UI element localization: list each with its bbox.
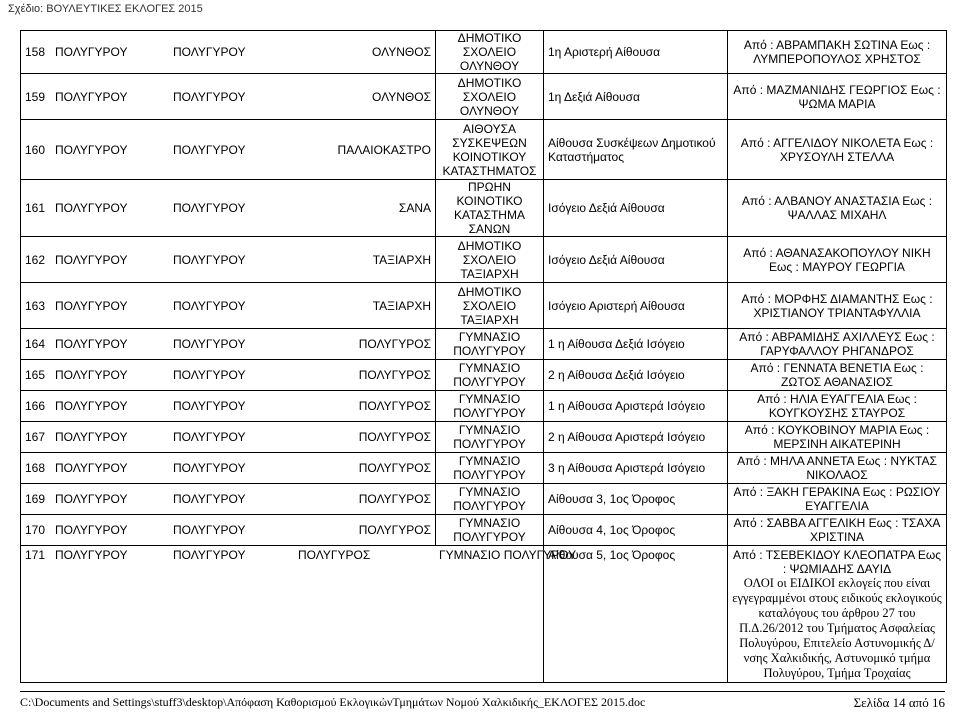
school-cell: ΓΥΜΝΑΣΙΟ ΠΟΛΥΓΥΡΟΥ [436, 360, 544, 391]
regional-unit: ΠΟΛΥΓΥΡΟΥ [55, 548, 128, 562]
station-number: 164 [25, 337, 46, 351]
voters-range: Από : ΜΑΖΜΑΝΙΔΗΣ ΓΕΩΡΓΙΟΣ Εως : ΨΩΜΑ ΜΑΡΙΑ [728, 74, 947, 120]
municipality: ΠΟΛΥΓΥΡΟΥ [173, 430, 246, 444]
locality: ΠΟΛΥΓΥΡΟΣ [298, 548, 371, 562]
station-cell [21, 237, 436, 283]
voters-range: Από : ΑΛΒΑΝΟΥ ΑΝΑΣΤΑΣΙΑ Εως : ΨΑΛΛΑΣ ΜΙΧΑΗΛ [728, 180, 947, 237]
polling-stations-table [20, 30, 947, 683]
school-name: ΓΥΜΝΑΣΙΟ ΠΟΛΥΓΥΡΟΥ [439, 548, 577, 562]
municipality: ΠΟΛΥΓΥΡΟΥ [173, 45, 246, 59]
school-cell: ΔΗΜΟΤΙΚΟ ΣΧΟΛΕΙΟ ΤΑΞΙΑΡΧΗ [436, 237, 544, 283]
station-number: 165 [25, 368, 46, 382]
municipality: ΠΟΛΥΓΥΡΟΥ [173, 368, 246, 382]
station-number: 171 [25, 548, 46, 562]
room-cell: 1 η Αίθουσα Δεξιά Ισόγειο [544, 329, 728, 360]
school-cell: ΓΥΜΝΑΣΙΟ ΠΟΛΥΓΥΡΟΥ [436, 515, 544, 546]
voters-range: Από : ΑΒΡΑΜΠΑΚΗ ΣΩΤΙΝΑ Εως : ΛΥΜΠΕΡΟΠΟΥΛΟΣ ΧΡΗΣΤΟΣ [728, 31, 947, 74]
room-cell: 1η Αριστερή Αίθουσα [544, 31, 728, 74]
table-row [21, 515, 947, 546]
voters-range: Από : ΜΗΛΑ ΑΝΝΕΤΑ Εως : ΝΥΚΤΑΣ ΝΙΚΟΛΑΟΣ [728, 453, 947, 484]
locality: ΟΛΥΝΘΟΣ [372, 89, 431, 104]
school-cell: ΓΥΜΝΑΣΙΟ ΠΟΛΥΓΥΡΟΥ [436, 329, 544, 360]
station-cell [21, 180, 436, 237]
school-cell: ΓΥΜΝΑΣΙΟ ΠΟΛΥΓΥΡΟΥ [436, 453, 544, 484]
table-row [21, 391, 947, 422]
room-cell: 2 η Αίθουσα Δεξιά Ισόγειο [544, 360, 728, 391]
station-number: 169 [25, 492, 46, 506]
municipality: ΠΟΛΥΓΥΡΟΥ [173, 548, 246, 562]
regional-unit: ΠΟΛΥΓΥΡΟΥ [55, 142, 128, 157]
regional-unit: ΠΟΛΥΓΥΡΟΥ [55, 430, 128, 444]
table-row [21, 120, 947, 180]
voters-range: Από : ΓΕΝΝΑΤΑ ΒΕΝΕΤΙΑ Εως : ΖΩΤΟΣ ΑΘΑΝΑΣΙΟΣ [728, 360, 947, 391]
municipality: ΠΟΛΥΓΥΡΟΥ [173, 252, 246, 267]
table-row [21, 484, 947, 515]
voters-range: Από : ΣΑΒΒΑ ΑΓΓΕΛΙΚΗ Εως : ΤΣΑΧΑ ΧΡΙΣΤΙΝΑ [728, 515, 947, 546]
locality: ΠΟΛΥΓΥΡΟΣ [358, 492, 431, 506]
table-row [21, 237, 947, 283]
station-cell [21, 283, 436, 329]
table-row [21, 180, 947, 237]
regional-unit: ΠΟΛΥΓΥΡΟΥ [55, 298, 128, 313]
table-row [21, 360, 947, 391]
station-cell [21, 422, 436, 453]
municipality: ΠΟΛΥΓΥΡΟΥ [173, 492, 246, 506]
regional-unit: ΠΟΛΥΓΥΡΟΥ [55, 492, 128, 506]
table-row [21, 329, 947, 360]
regional-unit: ΠΟΛΥΓΥΡΟΥ [55, 368, 128, 382]
station-cell [21, 391, 436, 422]
room-cell: Ισόγειο Αριστερή Αίθουσα [544, 283, 728, 329]
municipality: ΠΟΛΥΓΥΡΟΥ [173, 461, 246, 475]
locality: ΤΑΞΙΑΡΧΗ [372, 252, 431, 267]
room-cell: 1η Δεξιά Αίθουσα [544, 74, 728, 120]
table-row [21, 453, 947, 484]
locality: ΠΑΛΑΙΟΚΑΣΤΡΟ [337, 142, 431, 157]
station-cell [21, 546, 577, 683]
room-cell: Αίθουσα 5, 1ος Όροφος [544, 546, 728, 683]
station-number: 158 [25, 45, 46, 59]
station-number: 168 [25, 461, 46, 475]
locality: ΣΑΝΑ [398, 201, 431, 215]
regional-unit: ΠΟΛΥΓΥΡΟΥ [55, 399, 128, 413]
table-row [21, 422, 947, 453]
room-cell: 2 η Αίθουσα Αριστερά Ισόγειο [544, 422, 728, 453]
room-cell: Αίθουσα 3, 1ος Όροφος [544, 484, 728, 515]
regional-unit: ΠΟΛΥΓΥΡΟΥ [55, 337, 128, 351]
station-number: 166 [25, 399, 46, 413]
locality: ΠΟΛΥΓΥΡΟΣ [358, 523, 431, 537]
document-header: Σχέδιο: ΒΟΥΛΕΥΤΙΚΕΣ ΕΚΛΟΓΕΣ 2015 [8, 3, 203, 15]
station-cell [21, 74, 436, 120]
special-voters-note: ΟΛΟΙ οι ΕΙΔΙΚΟΙ εκλογείς που είναι εγγεγραμμένοι στους ειδικούς εκλογικούς καταλόγους του άρθρου 27 του Π.Δ.26/2012 του Τμήματος Ασφαλείας Πολυγύρου, Επιτελείο Αστυνομικής Δ/νσης Χαλκιδικής, Αστυνομικό τμήμα Πολυγύρου, Τμήμα Τροχαίας [732, 576, 942, 680]
school-cell: ΔΗΜΟΤΙΚΟ ΣΧΟΛΕΙΟ ΟΛΥΝΘΟΥ [436, 74, 544, 120]
voters-range: Από : ΜΟΡΦΗΣ ΔΙΑΜΑΝΤΗΣ Εως : ΧΡΙΣΤΙΑΝΟΥ ΤΡΙΑΝΤΑΦΥΛΛΙΑ [728, 283, 947, 329]
municipality: ΠΟΛΥΓΥΡΟΥ [173, 337, 246, 351]
locality: ΠΟΛΥΓΥΡΟΣ [358, 461, 431, 475]
voters-cell [728, 546, 947, 683]
table-row [21, 283, 947, 329]
municipality: ΠΟΛΥΓΥΡΟΥ [173, 523, 246, 537]
locality: ΠΟΛΥΓΥΡΟΣ [358, 337, 431, 351]
regional-unit: ΠΟΛΥΓΥΡΟΥ [55, 89, 128, 104]
school-cell: ΔΗΜΟΤΙΚΟ ΣΧΟΛΕΙΟ ΤΑΞΙΑΡΧΗ [436, 283, 544, 329]
room-cell: Ισόγειο Δεξιά Αίθουσα [544, 237, 728, 283]
regional-unit: ΠΟΛΥΓΥΡΟΥ [55, 45, 128, 59]
municipality: ΠΟΛΥΓΥΡΟΥ [173, 142, 246, 157]
room-cell: Ισόγειο Δεξιά Αίθουσα [544, 180, 728, 237]
station-cell [21, 453, 436, 484]
voters-range: Από : ΑΒΡΑΜΙΔΗΣ ΑΧΙΛΛΕΥΣ Εως : ΓΑΡΥΦΑΛΛΟΥ ΡΗΓΑΝΔΡΟΣ [728, 329, 947, 360]
voters-range: Από : ΑΘΑΝΑΣΑΚΟΠΟΥΛΟΥ ΝΙΚΗ Εως : ΜΑΥΡΟΥ ΓΕΩΡΓΙΑ [728, 237, 947, 283]
locality: ΤΑΞΙΑΡΧΗ [372, 298, 431, 313]
school-cell: ΑΙΘΟΥΣΑ ΣΥΣΚΕΨΕΩΝ ΚΟΙΝΟΤΙΚΟΥ ΚΑΤΑΣΤΗΜΑΤΟΣ [436, 120, 544, 180]
page-footer [20, 691, 945, 711]
regional-unit: ΠΟΛΥΓΥΡΟΥ [55, 252, 128, 267]
voters-range: Από : ΤΣΕΒΕΚΙΔΟΥ ΚΛΕΟΠΑΤΡΑ Εως : ΨΩΜΙΑΔΗΣ ΔΑΥΙΔ [732, 548, 942, 576]
room-cell: Αίθουσα Συσκέψεων Δημοτικού Καταστήματος [544, 120, 728, 180]
station-number: 167 [25, 430, 46, 444]
regional-unit: ΠΟΛΥΓΥΡΟΥ [55, 201, 128, 215]
locality: ΠΟΛΥΓΥΡΟΣ [358, 399, 431, 413]
regional-unit: ΠΟΛΥΓΥΡΟΥ [55, 523, 128, 537]
station-cell [21, 329, 436, 360]
station-number: 159 [25, 89, 46, 104]
station-number: 162 [25, 252, 46, 267]
table-row [21, 31, 947, 74]
school-cell: ΓΥΜΝΑΣΙΟ ΠΟΛΥΓΥΡΟΥ [436, 484, 544, 515]
room-cell: Αίθουσα 4, 1ος Όροφος [544, 515, 728, 546]
voters-range: Από : ΗΛΙΑ ΕΥΑΓΓΕΛΙΑ Εως : ΚΟΥΓΚΟΥΣΗΣ ΣΤΑΥΡΟΣ [728, 391, 947, 422]
school-cell: ΔΗΜΟΤΙΚΟ ΣΧΟΛΕΙΟ ΟΛΥΝΘΟΥ [436, 31, 544, 74]
station-number: 170 [25, 523, 46, 537]
station-cell [21, 360, 436, 391]
table-row [21, 74, 947, 120]
school-cell: ΓΥΜΝΑΣΙΟ ΠΟΛΥΓΥΡΟΥ [436, 391, 544, 422]
page-number: Σελίδα 14 από 16 [853, 695, 945, 710]
voters-range: Από : ΞΑΚΗ ΓΕΡΑΚΙΝΑ Εως : ΡΩΣΙΟΥ ΕΥΑΓΓΕΛΙΑ [728, 484, 947, 515]
station-number: 160 [25, 142, 46, 157]
voters-range: Από : ΚΟΥΚΟΒΙΝΟΥ ΜΑΡΙΑ Εως : ΜΕΡΣΙΝΗ ΑΙΚΑΤΕΡΙΝΗ [728, 422, 947, 453]
station-cell [21, 120, 436, 180]
municipality: ΠΟΛΥΓΥΡΟΥ [173, 399, 246, 413]
municipality: ΠΟΛΥΓΥΡΟΥ [173, 298, 246, 313]
file-path: C:\Documents and Settings\stuff3\desktop\Απόφαση Καθορισμού ΕκλογικώνΤμημάτων Νομού Χαλκιδικής_ΕΚΛΟΓΕΣ 2015.doc [20, 695, 646, 709]
station-number: 161 [25, 201, 46, 215]
school-cell: ΠΡΩΗΝ ΚΟΙΝΟΤΙΚΟ ΚΑΤΑΣΤΗΜΑ ΣΑΝΩΝ [436, 180, 544, 237]
locality: ΟΛΥΝΘΟΣ [372, 45, 431, 59]
room-cell: 3 η Αίθουσα Αριστερά Ισόγειο [544, 453, 728, 484]
room-cell: 1 η Αίθουσα Αριστερά Ισόγειο [544, 391, 728, 422]
locality: ΠΟΛΥΓΥΡΟΣ [358, 430, 431, 444]
locality: ΠΟΛΥΓΥΡΟΣ [358, 368, 431, 382]
station-cell [21, 515, 436, 546]
school-cell: ΓΥΜΝΑΣΙΟ ΠΟΛΥΓΥΡΟΥ [436, 422, 544, 453]
regional-unit: ΠΟΛΥΓΥΡΟΥ [55, 461, 128, 475]
station-cell [21, 484, 436, 515]
station-cell [21, 31, 436, 74]
voters-range: Από : ΑΓΓΕΛΙΔΟΥ ΝΙΚΟΛΕΤΑ Εως : ΧΡΥΣΟΥΛΗ ΣΤΕΛΛΑ [728, 120, 947, 180]
station-number: 163 [25, 298, 46, 313]
municipality: ΠΟΛΥΓΥΡΟΥ [173, 201, 246, 215]
municipality: ΠΟΛΥΓΥΡΟΥ [173, 89, 246, 104]
table-row [21, 546, 947, 683]
